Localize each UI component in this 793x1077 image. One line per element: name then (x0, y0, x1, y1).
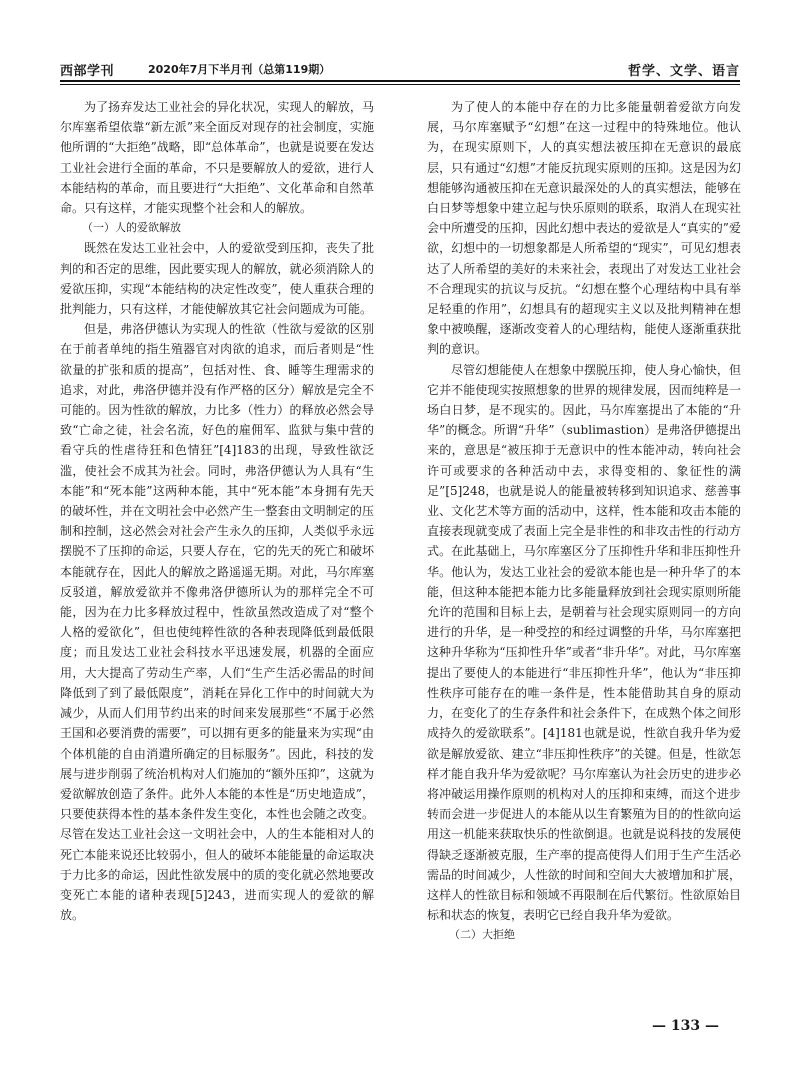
paragraph: 尽管幻想能使人在想象中摆脱压抑，使人身心愉快，但它并不能使现实按照想象的世界的规律发展，因而纯粹是一场白日梦，是不现实的。因此，马尔库塞提出了本能的“升华”的概念。所谓“升华”（sublimastion）是弗洛伊德提出来的，意思是“被压抑于无意识中的性本能冲动，转向社会许可或要求的各种活动中去，求得变相的、象征性的满足”[5]248，也就是说人的能量被转移到知识追求、慈善事业、文化艺术等方面的活动中，这样，性本能和攻击本能的直接表现就变成了表面上完全是非性的和非攻击性的行动方式。在此基础上，马尔库塞区分了压抑性升华和非压抑性升华。他认为，发达工业社会的爱欲本能也是一种升华了的本能，但这种本能把本能力比多能量释放到社会现实原则所能允许的范围和目标上去，是朝着与社会现实原则同一的方向进行的升华，是一种受控的和经过调整的升华，马尔库塞把这种升华称为“压抑性升华”或者“非升华”。对此，马尔库塞提出了要使人的本能进行“非压抑性升华”，他认为“非压抑性秩序可能存在的唯一条件是，性本能借助其自身的原动力，在变化了的生存条件和社会条件下，在成熟个体之间形成持久的爱欲联系”。[4]181也就是说，性欲自我升华为爱欲是解放爱欲、建立“非压抑性秩序”的关键。但是，性欲怎样才能自我升华为爱欲呢？马尔库塞认为社会历史的进步必将冲破运用操作原则的机构对人的压抑和束缚，而这个进步转而会进一步促进人的本能从以生育繁殖为目的的性欲向运用这一机能来获取快乐的性欲倒退。也就是说科技的发展使得缺乏逐渐被克服，生产率的提高使得人们用于生产生活必需品的时间减少，人性欲的时间和空间大大被增加和扩展，这样人的性欲目标和领域不再限制在后代繁衍。性欲原始目标和状态的恢复，表明它已经自我升华为爱欲。 (427, 362, 741, 923)
journal-logo: 西部学刊 (60, 64, 115, 79)
header-rule-thin (60, 84, 740, 85)
paragraph: 为了使人的本能中存在的力比多能量朝着爱欲方向发展，马尔库塞赋予“幻想”在这一过程中的特殊地位。他认为，在现实原则下，人的真实想法被压抑在无意识的最底层，只有通过“幻想”才能反抗现实原则的压抑。这是因为幻想能够沟通被压抑在无意识最深处的人的真实想法，能够在白日梦等想象中建立起与快乐原则的联系，取消人在现实社会中所遭受的压抑，因此幻想中表达的爱欲是人“真实的”爱欲，幻想中的一切想象都是人所希望的“现实”，可见幻想表达了人所希望的美好的未来社会，表现出了对发达工业社会不合理现实的抗议与反抗。“幻想在整个心理结构中具有举足轻重的作用”，幻想具有的超现实主义以及批判精神在想象中被唤醒，逐渐改变着人的心理结构，能使人逐渐重获批判的意识。 (427, 100, 741, 357)
paragraph: 但是，弗洛伊德认为实现人的性欲（性欲与爱欲的区别在于前者单纯的指生殖器官对肉欲的追求，而后者则是“性欲量的扩张和质的提高”，包括对性、食、睡等生理需求的追求，对此，弗洛伊德并没有作严格的区分）解放是完全不可能的。因为性欲的解放，力比多（性力）的释放必然会导致“亡命之徒，社会名流，好色的雇佣军、监狱与集中营的看守兵的性虐待狂和色情狂”[4]183的出现，导致性欲泛滥，使社会不成其为社会。同时，弗洛伊德认为人具有“生本能”和“死本能”这两种本能，其中“死本能”本身拥有先天的破坏性，并在文明社会中必然产生一整套由文明制定的压制和控制，这必然会对社会产生永久的压抑，人类似乎永远摆脱不了压抑的命运，只要人存在，它的先天的死亡和破坏本能就存在，因此人的解放之路遥遥无期。对此，马尔库塞反驳道，解放爱欲并不像弗洛伊德所认为的那样完全不可能，因为在力比多释放过程中，性欲虽然改造成了对“整个人格的爱欲化”，但也使纯粹性欲的各种表现降低到最低限度；而且发达工业社会科技水平迅速发展，机器的全面应用，大大提高了劳动生产率，人们“生产生活必需品的时间降低到了到了最低限度”，消耗在异化工作中的时间就大为减少，从而人们用节约出来的时间来发展那些“不属于必然王国和必要消费的需要”，可以拥有更多的能量来为实现“由个体机能的自由消遣所确定的目标服务”。因此，科技的发展与进步削弱了统治机构对人们施加的“额外压抑”，这就为爱欲解放创造了条件。此外人本能的本性是“历史地造成”，只要使获得本性的基本条件发生变化，本性也会随之改变。尽管在发达工业社会这一文明社会中，人的生本能相对人的死亡本能来说还比较弱小，但人的破坏本能能量的命运取决于力比多的命运，因此性欲发展中的质的变化就必然地要改变死亡本能的诸种表现[5]243，进而实现人的爱欲的解放。 (60, 322, 374, 923)
issue-info: 2020年7月下半月刊（总第119期） (148, 63, 331, 76)
page-number: — 133 — (652, 1018, 719, 1034)
section-heading: （一）人的爱欲解放 (82, 221, 181, 235)
right-column (427, 97, 741, 946)
left-column (60, 97, 374, 925)
paragraph: 为了扬弃发达工业社会的异化状况，实现人的解放，马尔库塞希望依靠“新左派”来全面反对现存的社会制度，实施他所谓的“大拒绝”战略，即“总体革命”，也就是说要在发达工业社会进行全面的革命，不只是要解放人的爱欲，进行人本能结构的革命，而且要进行“大拒绝”、文化革命和自然革命。只有这样，才能实现整个社会和人的解放。 (60, 100, 374, 216)
section-title: 哲学、文学、语言 (627, 64, 740, 79)
section-heading: （二）大拒绝 (449, 928, 515, 942)
header-rule (60, 80, 740, 82)
paragraph: 既然在发达工业社会中，人的爱欲受到压抑，丧失了批判的和否定的思维，因此要实现人的解放，就必须消除人的爱欲压抑，实现“本能结构的决定性改变”，使人重获合理的批判能力，只有这样，才能使解放其它社会问题成为可能。 (60, 241, 374, 317)
